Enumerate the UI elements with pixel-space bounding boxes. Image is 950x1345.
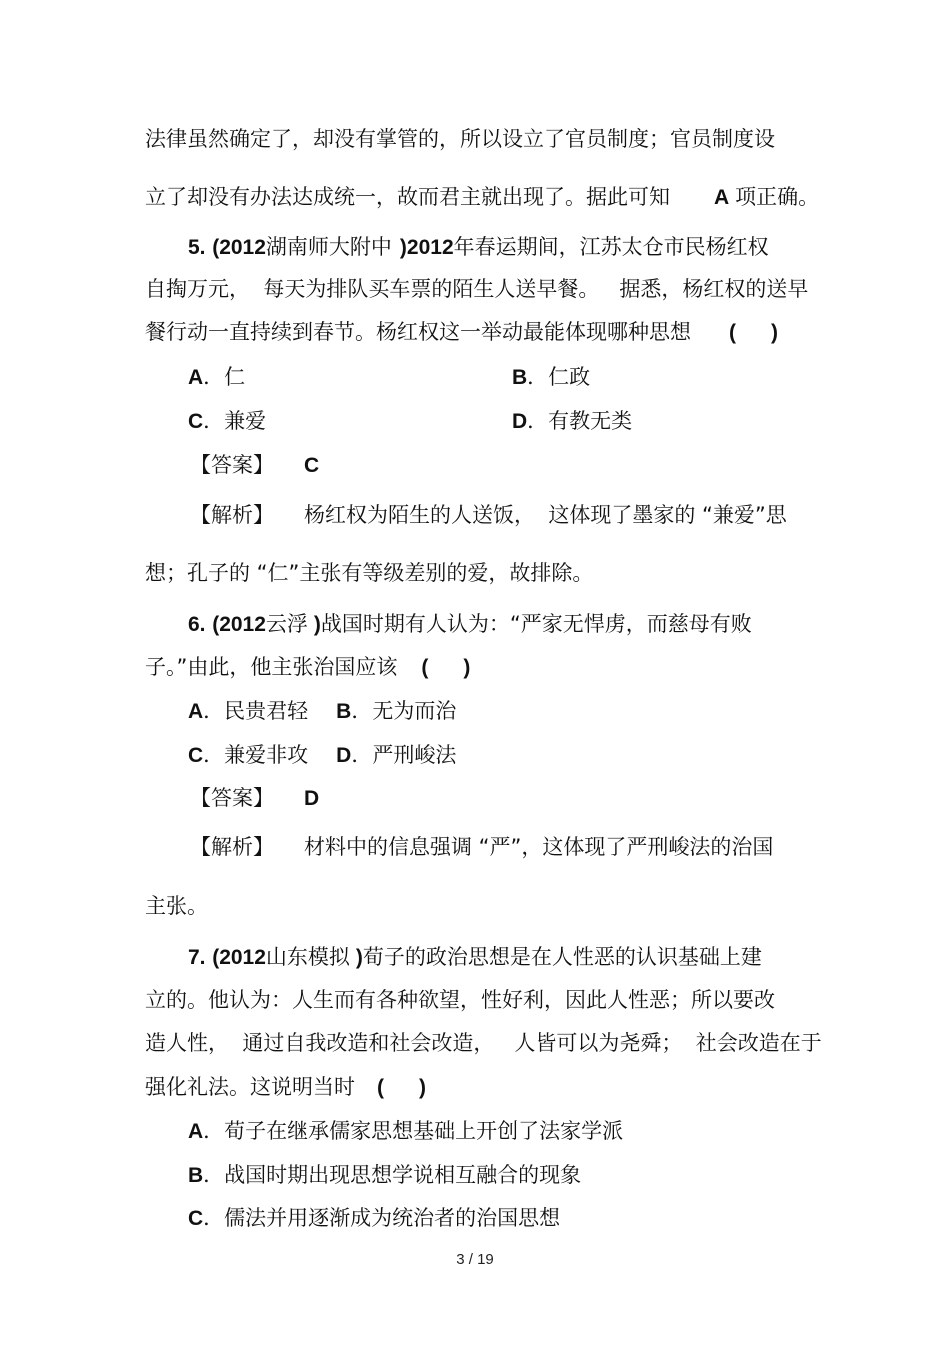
q6-answer-blank: ( ) [421,656,471,679]
q7-option-a-text: ．荀子在继承儒家思想基础上开创了法家学派 [203,1119,624,1143]
q5-stem-text: 年春运期间，江苏太仓市民杨红权 [453,235,769,259]
q5-source-year: (2012 [212,236,266,259]
q5-analysis-line-2: 想；孔子的 “仁”主张有等级差别的爱，故排除。 [145,561,594,585]
q6-option-a-label: A [188,700,204,723]
q6-stem-text-2: 子。”由此，他主张治国应该 [145,655,398,679]
q5-option-c [188,406,266,436]
q6-stem-line-2 [145,652,470,682]
q5-stem-line-3 [145,317,778,347]
q5-option-a [188,362,245,392]
q5-option-c-text: ．兼爱 [203,409,267,433]
q6-analysis-line-2: 主张。 [145,894,208,918]
continuation-text-end: 项正确。 [735,185,820,209]
q7-source-close: ) [355,946,363,969]
q7-stem-line-4 [145,1072,426,1102]
continuation-line-1: 法律虽然确定了，却没有掌管的，所以设立了官员制度；官员制度设 [145,127,775,151]
q7-stem-line-3: 造人性， 通过自我改造和社会改造， 人皆可以为尧舜； 社会改造在于 [145,1031,822,1055]
q6-option-b-label: B [336,700,352,723]
q7-stem-line-1 [188,942,762,972]
q6-option-c-label: C [188,744,204,767]
q5-answer-blank: ( ) [729,321,778,344]
q5-option-d-label: D [512,410,528,433]
page-number: 3 / 19 [456,1251,494,1268]
q7-source-year: (2012 [212,946,266,969]
q6-options-row-1 [188,696,456,726]
q7-number: 7. [188,946,206,969]
q5-stem-text-3: 餐行动一直持续到春节。杨红权这一举动最能体现哪种思想 [145,320,691,344]
q5-source-name: 湖南师大附中 [265,235,392,259]
q5-option-b [512,362,590,392]
q5-option-d-text: ．有教无类 [527,409,633,433]
q6-stem-line-1 [188,609,752,639]
q6-stem-text: 战国时期有人认为：“严家无悍虏，而慈母有败 [320,612,752,636]
q5-answer [190,450,319,480]
answer-letter: A [714,186,730,209]
q7-answer-blank: ( ) [377,1076,426,1099]
q6-answer-value: D [304,787,320,810]
q6-analysis-tag: 【解析】 [190,835,274,859]
continuation-line-2 [145,182,819,212]
q7-stem-text: 荀子的政治思想是在人性恶的认识基础上建 [362,945,762,969]
q6-option-c-text: ．兼爱非攻 [203,743,309,767]
q6-answer-tag: 【答案】 [190,786,274,810]
q5-stem-line-1 [188,232,769,262]
q7-option-b-text: ．战国时期出现思想学说相互融合的现象 [203,1163,582,1187]
q5-analysis-text: 杨红权为陌生的人送饭， 这体现了墨家的 “兼爱”思 [304,503,787,527]
q7-stem-text-4: 强化礼法。这说明当时 [145,1075,355,1099]
q7-option-c-text: ．儒法并用逐渐成为统治者的治国思想 [203,1206,561,1230]
q7-option-c-label: C [188,1207,204,1230]
q7-option-a-label: A [188,1120,204,1143]
q5-option-b-text: ．仁政 [527,365,591,389]
q5-answer-value: C [304,454,320,477]
q5-stem-line-2: 自掏万元， 每天为排队买车票的陌生人送早餐。 据悉，杨红权的送早 [145,277,809,301]
continuation-text: 立了却没有办法达成统一，故而君主就出现了。据此可知 [145,185,670,209]
q5-option-c-label: C [188,410,204,433]
q6-analysis-text: 材料中的信息强调 “严”，这体现了严刑峻法的治国 [304,835,774,859]
q6-source-close: ) [313,613,321,636]
q7-option-b [188,1160,581,1190]
q6-option-d-text: ．严刑峻法 [351,743,457,767]
q5-source-close: )2012 [399,236,454,259]
q5-option-a-label: A [188,366,204,389]
q5-answer-tag: 【答案】 [190,453,274,477]
q6-analysis-line-1 [190,832,773,862]
q6-option-a-text: ．民贵君轻 [203,699,309,723]
q5-option-a-text: ．仁 [203,365,246,389]
q5-number: 5. [188,236,206,259]
q5-analysis-line-1 [190,500,787,530]
q6-source-year: (2012 [212,613,266,636]
q6-option-b-text: ．无为而治 [351,699,457,723]
q6-option-d-label: D [336,744,352,767]
q5-option-d [512,406,632,436]
q5-option-b-label: B [512,366,528,389]
q6-answer [190,783,319,813]
q7-option-c [188,1203,560,1233]
q7-stem-line-2: 立的。他认为：人生而有各种欲望，性好利，因此人性恶；所以要改 [145,988,775,1012]
q7-option-b-label: B [188,1164,204,1187]
q7-option-a [188,1116,623,1146]
q6-source-name: 云浮 [265,612,308,636]
q6-options-row-2 [188,740,456,770]
q6-number: 6. [188,613,206,636]
q7-source-name: 山东模拟 [265,945,350,969]
q5-analysis-tag: 【解析】 [190,503,274,527]
